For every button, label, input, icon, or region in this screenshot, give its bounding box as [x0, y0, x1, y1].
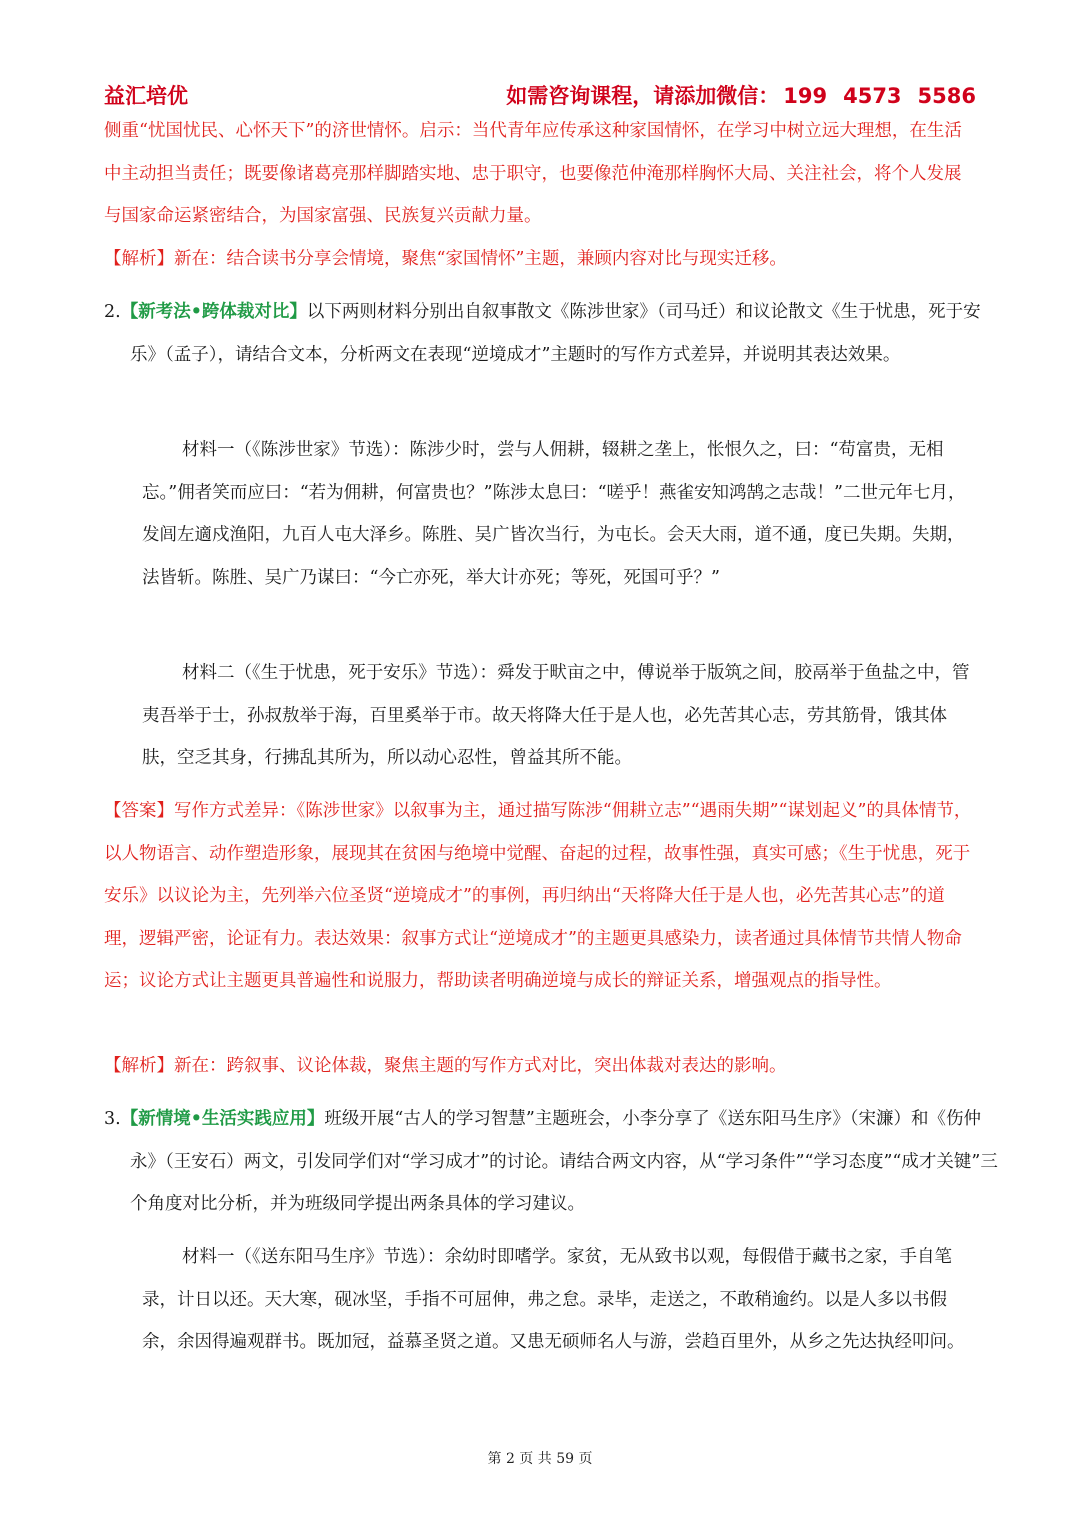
q2-answer: [104, 790, 978, 1003]
page-footer: 第 2 页 共 59 页: [487, 1451, 593, 1467]
analysis-text: 新在：结合读书分享会情境，聚焦“家国情怀”主题，兼顾内容对比与现实迁移。: [174, 249, 787, 269]
phone-part-3: 5586: [917, 84, 976, 108]
question-tag: 【新考法•跨体裁对比】: [120, 302, 307, 322]
analysis-tag: 【解析】: [104, 1056, 174, 1076]
phone-part-1: 199: [783, 84, 828, 108]
brand-name: 益汇培优: [104, 84, 188, 108]
analysis-text: 新在：跨叙事、议论体裁，聚焦主题的写作方式对比，突出体裁对表达的影响。: [174, 1056, 787, 1076]
top-answer-text: 侧重“忧国忧民、心怀天下”的济世情怀。启示：当代青年应传承这种家国情怀，在学习中树立远大理想，在生活中主动担当责任；既要像诸葛亮那样脚踏实地、忠于职守，也要像范仲淹那样胸怀大局、关注社会，将个人发展与国家命运紧密结合，为国家富强、民族复兴贡献力量。: [104, 121, 962, 226]
question-3: [104, 1098, 1004, 1226]
top-analysis: [104, 238, 978, 281]
question-text: 以下两则材料分别出自叙事散文《陈涉世家》（司马迁）和议论散文《生于忧患，死于安乐》（孟子），请结合文本，分析两文在表现“逆境成才”主题时的写作方式差异，并说明其表达效果。: [130, 302, 981, 365]
question-number: 3.: [104, 1109, 121, 1129]
phone-part-2: 4573: [843, 84, 902, 108]
q2-material-2: 材料二（《生于忧患，死于安乐》节选）：舜发于畎亩之中，傅说举于版筑之间，胶鬲举于鱼盐之中，管夷吾举于士，孙叔敖举于海，百里奚举于市。故天将降大任于是人也，必先苦其心志，劳其筋骨，饿其体肤，空乏其身，行拂乱其所为，所以动心忍性，曾益其所不能。: [142, 663, 970, 768]
question-tag: 【新情境•生活实践应用】: [120, 1109, 325, 1129]
answer-text: 写作方式差异：《陈涉世家》以叙事为主，通过描写陈涉“佣耕立志”“遇雨失期”“谋划起义”的具体情节，以人物语言、动作塑造形象，展现其在贫困与绝境中觉醒、奋起的过程，故事性强，真实可感；《生于忧患，死于安乐》以议论为主，先列举六位圣贤“逆境成才”的事例，再归纳出“天将降大任于是人也，必先苦其心志”的道理，逻辑严密，论证有力。表达效果：叙事方式让“逆境成才”的主题更具感染力，读者通过具体情节共情人物命运；议论方式让主题更具普遍性和说服力，帮助读者明确逆境与成长的辩证关系，增强观点的指导性。: [104, 801, 972, 991]
question-number: 2.: [104, 302, 121, 322]
q2-analysis: [104, 1045, 978, 1088]
q2-material-1: 材料一（《陈涉世家》节选）：陈涉少时，尝与人佣耕，辍耕之垄上，怅恨久之，曰：“苟富贵，无相忘。”佣者笑而应曰：“若为佣耕，何富贵也？”陈涉太息曰：“嗟乎！燕雀安知鸿鹄之志哉！”二世元年七月，发闾左適戍渔阳，九百人屯大泽乡。陈胜、吴广皆次当行，为屯长。会天大雨，道不通，度已失期。失期，法皆斩。陈胜、吴广乃谋曰：“今亡亦死，举大计亦死；等死，死国可乎？”: [142, 440, 966, 588]
question-text: 班级开展“古人的学习智慧”主题班会，小李分享了《送东阳马生序》（宋濂）和《伤仲永》（王安石）两文，引发同学们对“学习成才”的讨论。请结合两文内容，从“学习条件”“学习态度”“成才关键”三个角度对比分析，并为班级同学提出两条具体的学习建议。: [130, 1109, 998, 1214]
answer-tag: 【答案】: [104, 801, 174, 821]
q3-material-1: 材料一（《送东阳马生序》节选）：余幼时即嗜学。家贫，无从致书以观，每假借于藏书之家，手自笔录，计日以还。天大寒，砚冰坚，手指不可屈伸，弗之怠。录毕，走送之，不敢稍逾约。以是人多以书假余，余因得遍观群书。既加冠，益慕圣贤之道。又患无硕师名人与游，尝趋百里外，从乡之先达执经叩问。: [142, 1247, 965, 1352]
contact-label: 如需咨询课程，请添加微信：: [506, 84, 780, 108]
analysis-tag: 【解析】: [104, 249, 174, 269]
contact-info: [506, 80, 976, 110]
page-header: [104, 76, 976, 112]
question-2: [104, 291, 1004, 376]
